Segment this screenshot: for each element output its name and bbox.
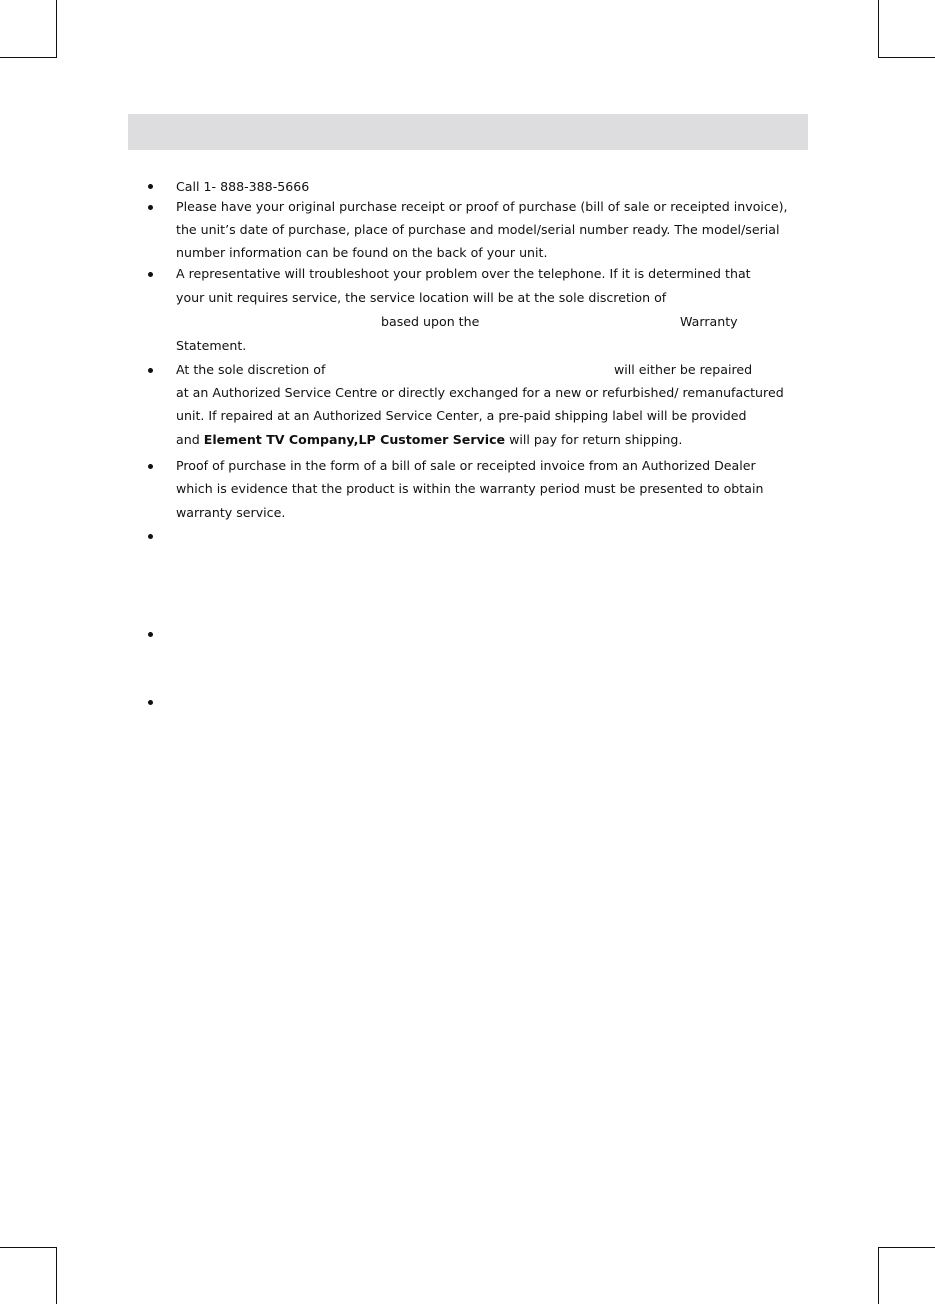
discretion-line-4-suffix: will pay for return shipping.: [509, 432, 683, 447]
discretion-fragment-start: At the sole discretion of: [176, 362, 326, 377]
discretion-line-2: at an Authorized Service Centre or directly exchanged for a new or refurbished/ remanufactured: [176, 385, 784, 400]
proof-line-2: which is evidence that the product is within the warranty period must be presented to obtain: [176, 481, 764, 496]
bullet-marker: [148, 464, 153, 469]
bullet-marker: [148, 632, 153, 637]
crop-mark-top-left-vertical: [56, 0, 57, 57]
crop-mark-bottom-left-horizontal: [0, 1247, 57, 1248]
company-name: Element TV Company,LP Customer Service: [203, 432, 506, 447]
crop-mark-bottom-right-horizontal: [878, 1247, 935, 1248]
crop-mark-top-left-horizontal: [0, 57, 57, 58]
discretion-line-3: unit. If repaired at an Authorized Service Center, a pre-paid shipping label will be provided: [176, 408, 747, 423]
discretion-line-4: [176, 432, 682, 448]
bullet-marker: [148, 272, 153, 277]
representative-line-2: your unit requires service, the service location will be at the sole discretion of: [176, 290, 667, 305]
crop-mark-bottom-right-vertical: [878, 1247, 879, 1304]
bullet-marker: [148, 205, 153, 210]
crop-mark-top-right-horizontal: [878, 57, 935, 58]
crop-mark-top-right-vertical: [878, 0, 879, 57]
crop-mark-bottom-left-vertical: [56, 1247, 57, 1304]
proof-line-1: Proof of purchase in the form of a bill of sale or receipted invoice from an Authorized Dealer: [176, 458, 756, 473]
phone-line: Call 1- 888-388-5666: [176, 179, 310, 194]
representative-fragment-based-upon: based upon the: [381, 314, 480, 329]
bullet-marker: [148, 534, 153, 539]
proof-line-3: warranty service.: [176, 505, 286, 520]
representative-fragment-warranty: Warranty: [680, 314, 738, 329]
discretion-line-4-prefix: and: [176, 432, 200, 447]
bullet-marker: [148, 700, 153, 705]
bullet-marker: [148, 184, 153, 189]
discretion-fragment-end: will either be repaired: [614, 362, 753, 377]
representative-line-4: Statement.: [176, 338, 247, 353]
receipt-line-3: number information can be found on the back of your unit.: [176, 245, 548, 260]
bullet-marker: [148, 368, 153, 373]
receipt-line-1: Please have your original purchase receipt or proof of purchase (bill of sale or receipted invoice),: [176, 199, 788, 214]
representative-line-1: A representative will troubleshoot your problem over the telephone. If it is determined that: [176, 266, 751, 281]
receipt-line-2: the unit’s date of purchase, place of purchase and model/serial number ready. The model/serial: [176, 222, 780, 237]
section-header-bar: [128, 114, 808, 150]
